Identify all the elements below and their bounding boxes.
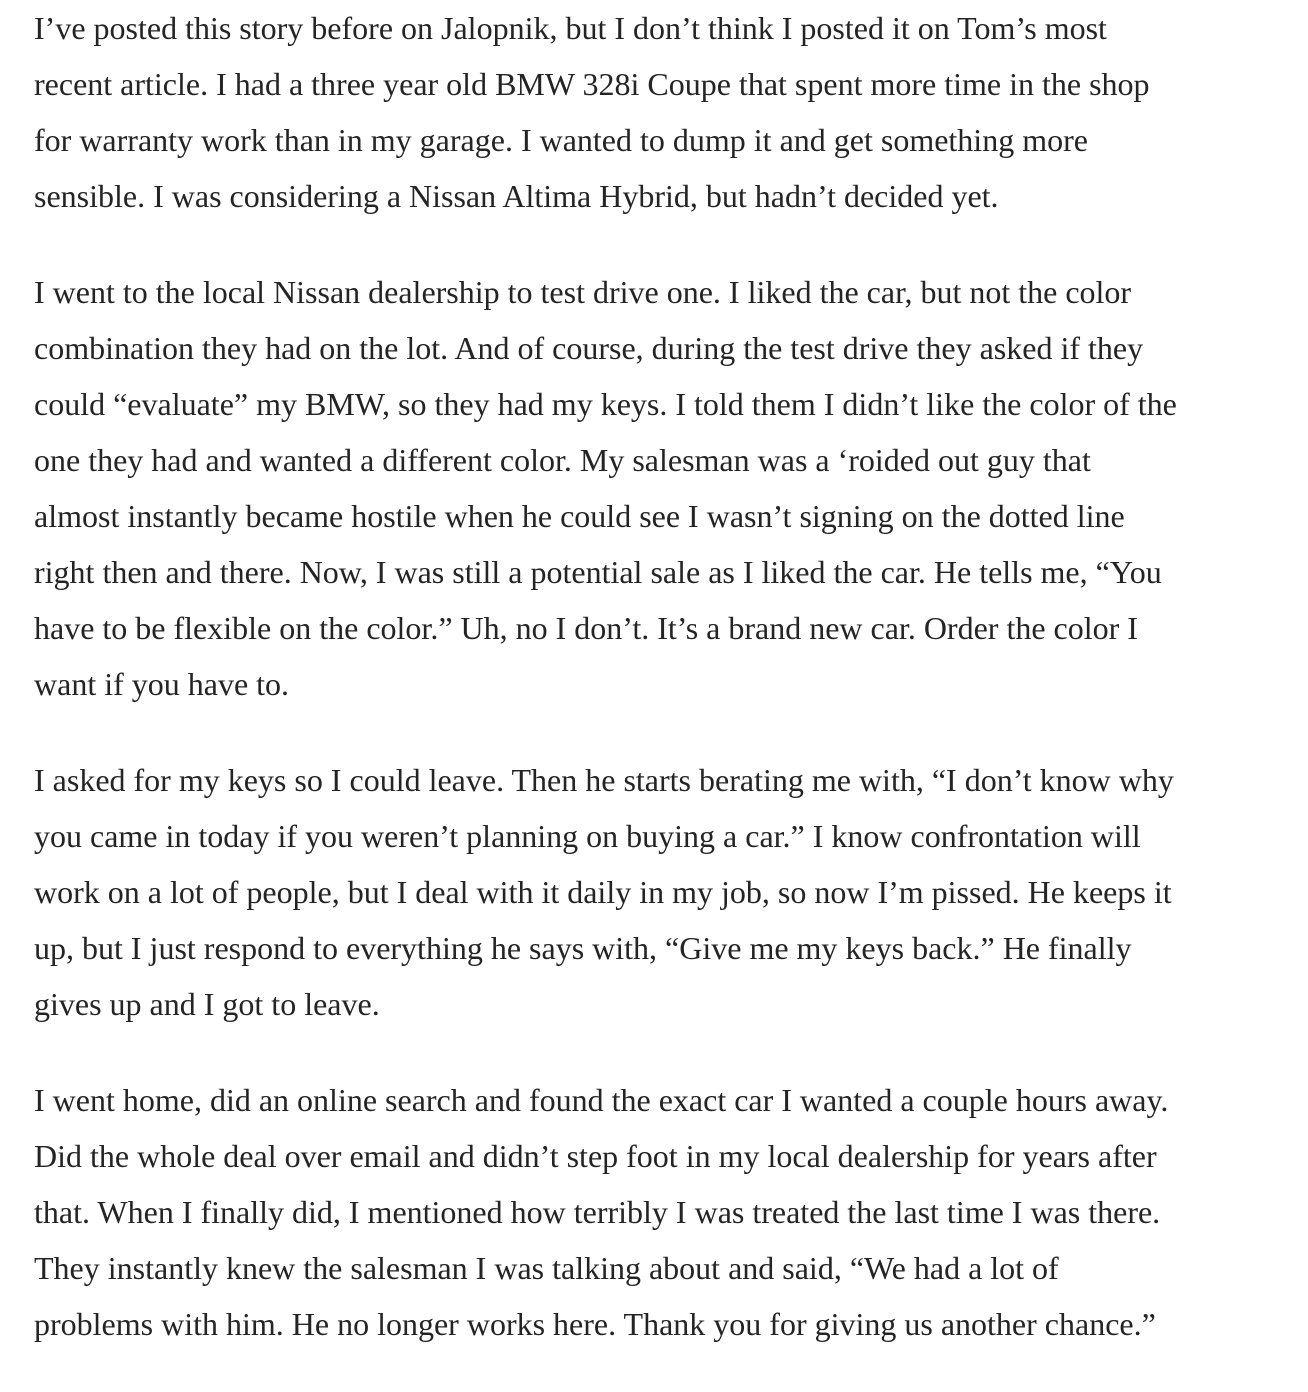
text-line: I asked for my keys so I could leave. Then he starts berating me with, “I don’t know why <box>34 762 1174 798</box>
paragraph <box>34 1072 1177 1352</box>
text-line: one they had and wanted a different color. My salesman was a ‘roided out guy that <box>34 442 1091 478</box>
text-line: work on a lot of people, but I deal with it daily in my job, so now I’m pissed. He keeps it <box>34 874 1172 910</box>
text-line: problems with him. He no longer works here. Thank you for giving us another chance.” <box>34 1306 1156 1342</box>
comment-body <box>34 0 1177 1392</box>
text-line: gives up and I got to leave. <box>34 986 380 1022</box>
text-line: recent article. I had a three year old BMW 328i Coupe that spent more time in the shop <box>34 66 1150 102</box>
text-line: Did the whole deal over email and didn’t step foot in my local dealership for years after <box>34 1138 1157 1174</box>
text-line: sensible. I was considering a Nissan Altima Hybrid, but hadn’t decided yet. <box>34 178 999 214</box>
paragraph <box>34 0 1177 224</box>
text-line: for warranty work than in my garage. I wanted to dump it and get something more <box>34 122 1088 158</box>
text-line: I went to the local Nissan dealership to test drive one. I liked the car, but not the color <box>34 274 1132 310</box>
text-line: I went home, did an online search and found the exact car I wanted a couple hours away. <box>34 1082 1169 1118</box>
text-line: right then and there. Now, I was still a potential sale as I liked the car. He tells me, “You <box>34 554 1162 590</box>
paragraph <box>34 264 1177 712</box>
text-line: want if you have to. <box>34 666 290 702</box>
text-line: They instantly knew the salesman I was talking about and said, “We had a lot of <box>34 1250 1059 1286</box>
text-line: have to be flexible on the color.” Uh, no I don’t. It’s a brand new car. Order the color I <box>34 610 1138 646</box>
text-line: up, but I just respond to everything he says with, “Give me my keys back.” He finally <box>34 930 1132 966</box>
text-line: could “evaluate” my BMW, so they had my keys. I told them I didn’t like the color of the <box>34 386 1177 422</box>
text-line: I’ve posted this story before on Jalopnik, but I don’t think I posted it on Tom’s most <box>34 10 1107 46</box>
paragraph <box>34 752 1177 1032</box>
text-line: combination they had on the lot. And of course, during the test drive they asked if they <box>34 330 1144 366</box>
text-line: almost instantly became hostile when he could see I wasn’t signing on the dotted line <box>34 498 1125 534</box>
text-line: that. When I finally did, I mentioned how terribly I was treated the last time I was there. <box>34 1194 1161 1230</box>
text-line: you came in today if you weren’t planning on buying a car.” I know confrontation will <box>34 818 1141 854</box>
